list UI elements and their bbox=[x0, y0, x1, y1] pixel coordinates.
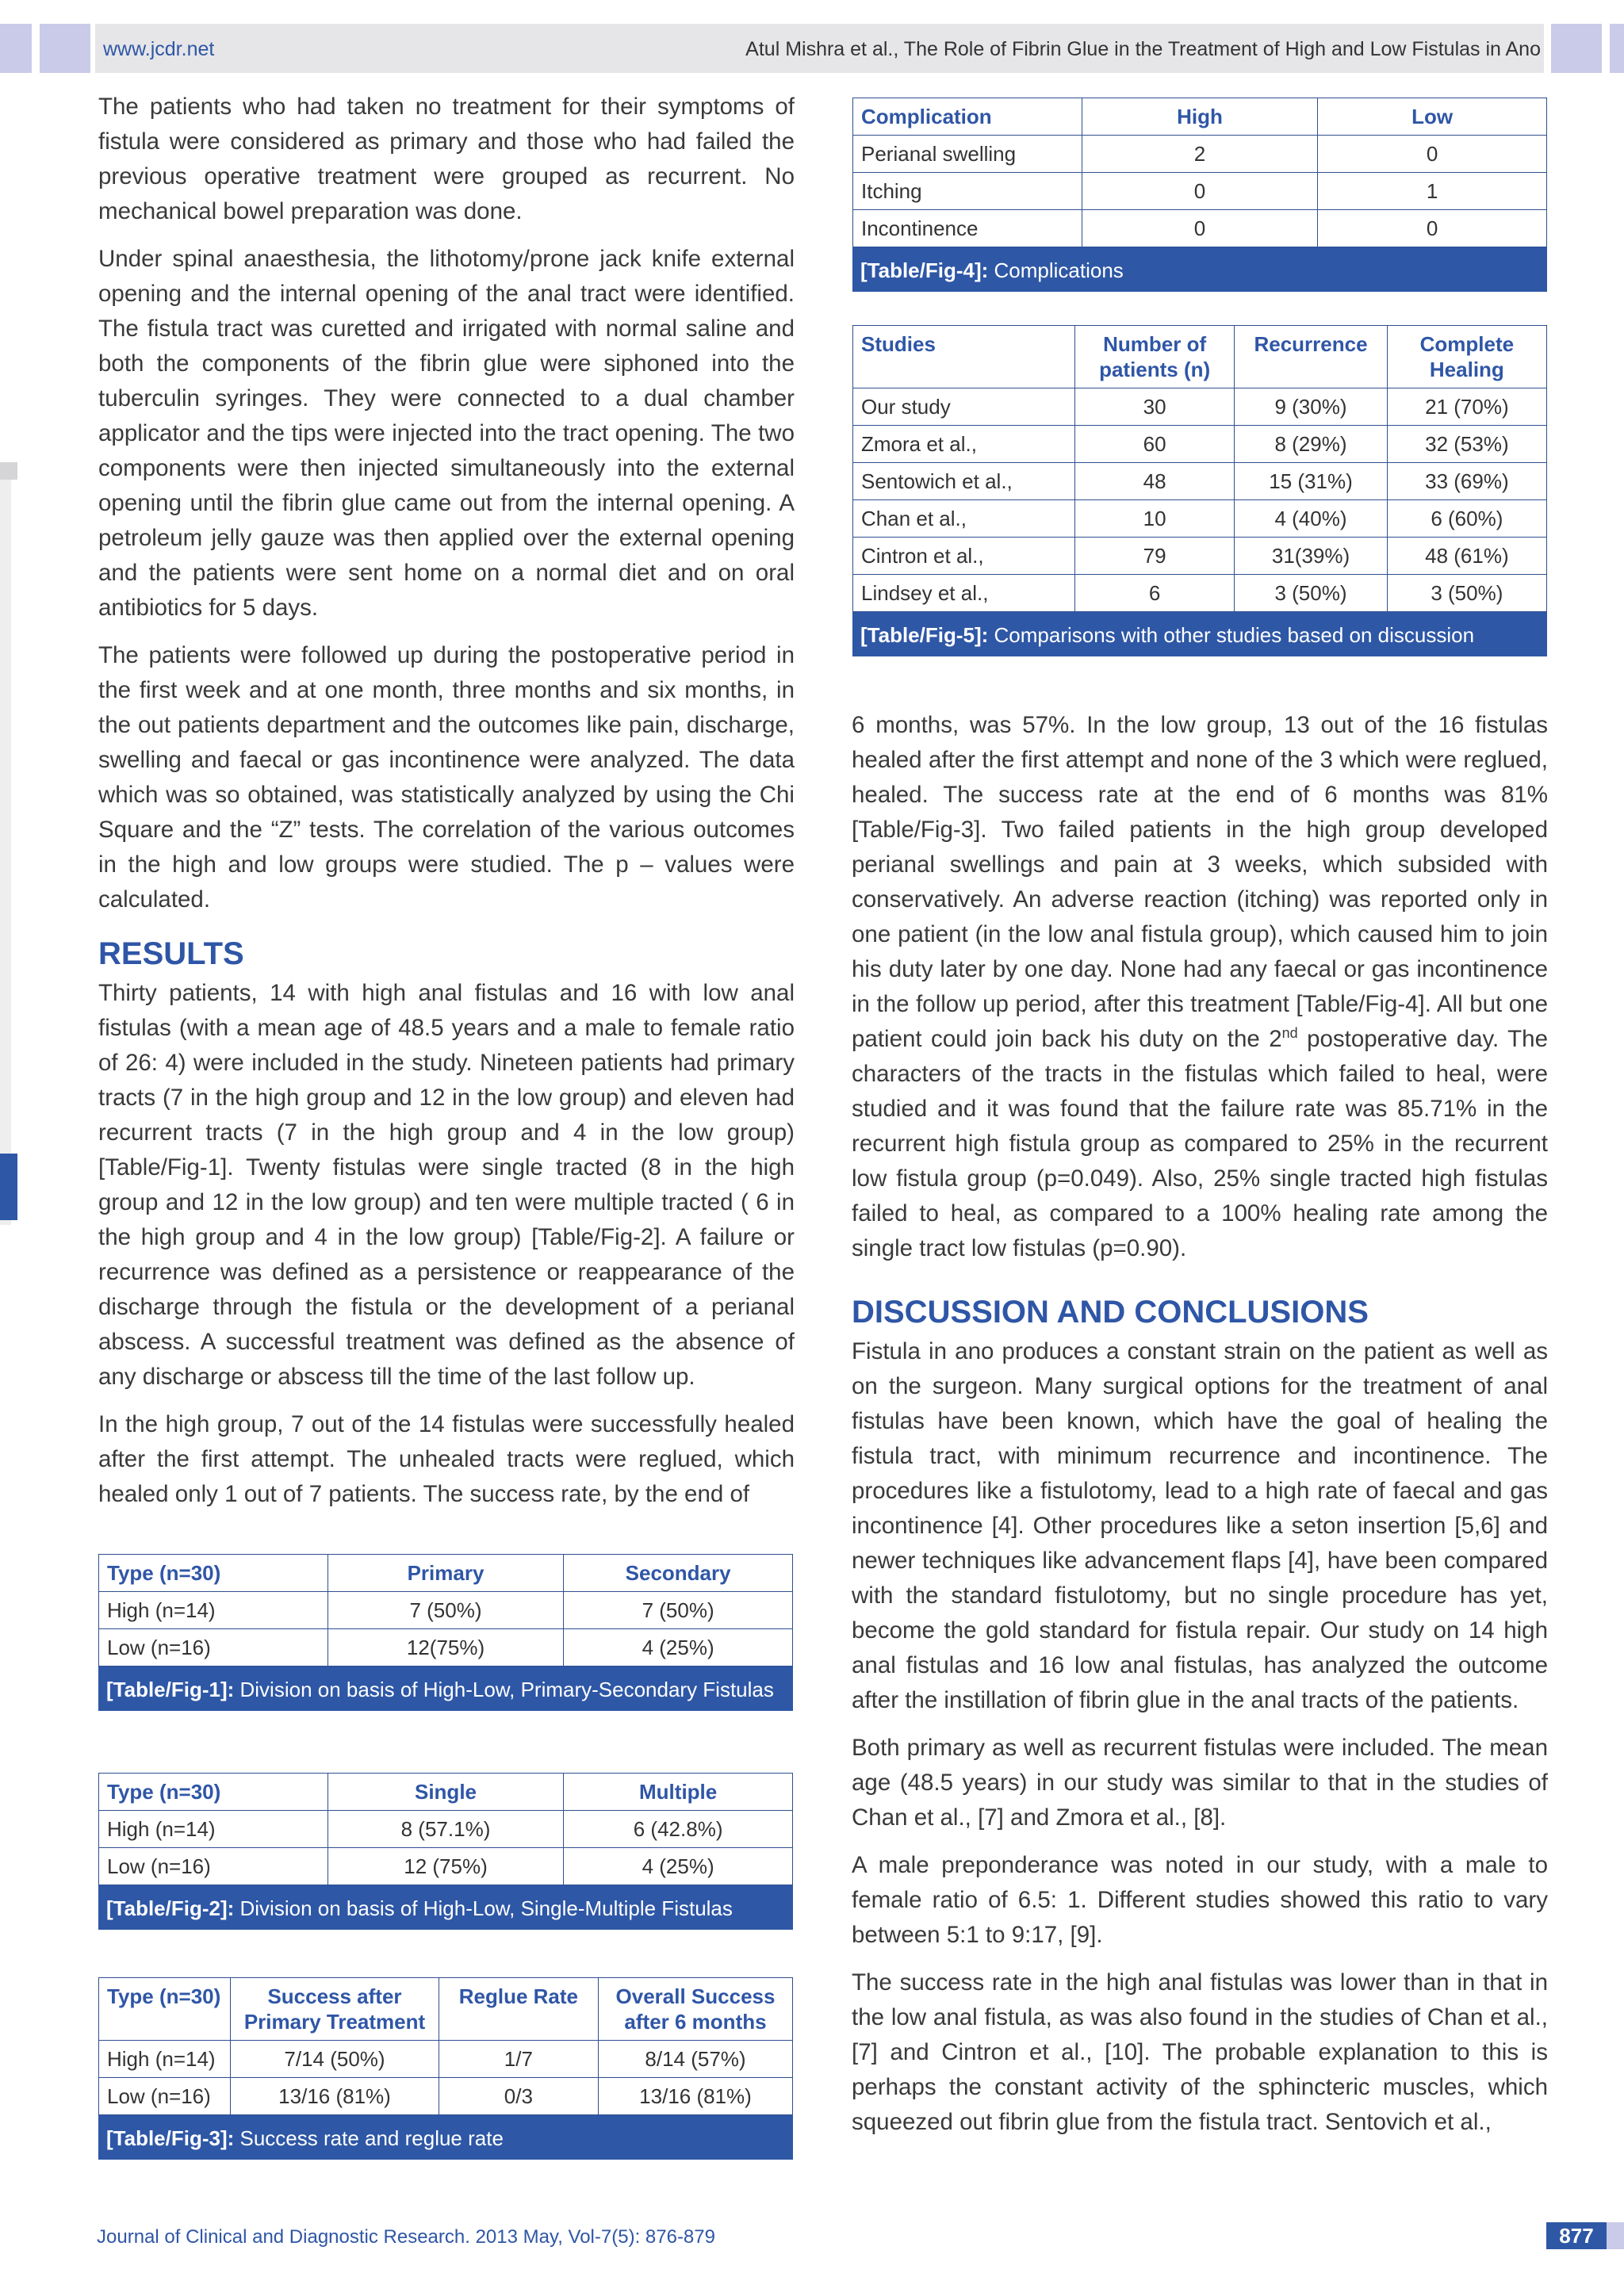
side-marker bbox=[0, 1154, 17, 1220]
table-header: Complication bbox=[853, 98, 1082, 136]
table-cell: 33 (69%) bbox=[1387, 463, 1546, 500]
table-row bbox=[99, 2078, 793, 2115]
table-header: Type (n=30) bbox=[99, 1774, 328, 1811]
table-cell: 0 bbox=[1082, 173, 1318, 210]
caption-text: Division on basis of High-Low, Primary-Secondary Fistulas bbox=[234, 1678, 774, 1701]
table-cell: 6 (60%) bbox=[1387, 500, 1546, 538]
table-cell: Perianal swelling bbox=[853, 136, 1082, 173]
paragraph: The patients who had taken no treatment for their symptoms of fistula were considered as primary and those who had failed the previous operative treatment were grouped as recurrent. No mechanical bowel preparation was done. bbox=[98, 94, 795, 224]
table-cell: 13/16 (81%) bbox=[231, 2078, 439, 2115]
table-header: Studies bbox=[853, 326, 1075, 388]
caption-text: Division on basis of High-Low, Single-Multiple Fistulas bbox=[234, 1896, 733, 1920]
table-fig-3 bbox=[98, 1977, 793, 2160]
table-fig-1 bbox=[98, 1554, 793, 1711]
paragraph: Fistula in ano produces a constant strain on the patient as well as on the surgeon. Many surgical options for the treatment of anal fistulas have been known, which have the goal of healing the fistula tract, with minimum recurrence and incontinence. The procedures like a fistulotomy, lead to a high rate of faecal and gas incontinence [4]. Other procedures like a seton insertion [5,6] and newer techniques like advancement flaps [4], have been compared with the standard fistulotomy, but no single procedure has yet, become the gold standard for fistula repair. Our study on 14 high anal fistulas and 16 low anal fistulas, has analyzed the outcome after the instillation of fibrin glue in the anal tracts of the patients. bbox=[852, 1338, 1548, 1713]
paragraph: The success rate in the high anal fistulas was lower than in that in the low anal fistula, as was also found in the studies of Chan et al., [7] and Cintron et al., [10]. The probable explanation to this is perhaps the constant activity of the sphincteric muscles, which squeezed out fibrin glue from the fistula tract. Sentovich et al., bbox=[852, 1969, 1548, 2135]
table-cell: Zmora et al., bbox=[853, 426, 1075, 463]
table-caption bbox=[98, 2115, 793, 2160]
table-cell: 4 (40%) bbox=[1235, 500, 1388, 538]
table-cell: High (n=14) bbox=[99, 2041, 231, 2078]
table-caption bbox=[98, 1885, 793, 1930]
caption-text: Complications bbox=[988, 258, 1124, 282]
header-decoration-square bbox=[1610, 24, 1624, 73]
table-fig-5 bbox=[852, 325, 1547, 656]
table-cell: 0 bbox=[1082, 210, 1318, 247]
table-cell: Low (n=16) bbox=[99, 2078, 231, 2115]
table-header: Type (n=30) bbox=[99, 1978, 231, 2041]
table-cell: 9 (30%) bbox=[1235, 388, 1388, 426]
table-cell: 8/14 (57%) bbox=[599, 2041, 793, 2078]
table-header: Secondary bbox=[564, 1555, 793, 1592]
paragraph: Both primary as well as recurrent fistulas were included. The mean age (48.5 years) in our study was similar to that in the studies of Chan et al., [7] and Zmora et al., [8]. bbox=[852, 1735, 1548, 1831]
text-run: postoperative day. The characters of the tracts in the fistulas which failed to heal, were studied and it was found that the failure rate was 85.71% in the recurrent high fistula group as compared to 25% in the recurrent low fistula group (p=0.049). Also, 25% single tracted high fistulas failed to heal, as compared to a 100% healing rate among the single tract low fistulas (p=0.90). bbox=[852, 1026, 1548, 1261]
running-title: Atul Mishra et al., The Role of Fibrin Glue in the Treatment of High and Low Fistulas in Ano bbox=[745, 38, 1541, 60]
table-cell: 60 bbox=[1075, 426, 1235, 463]
table-cell: High (n=14) bbox=[99, 1592, 328, 1629]
table-row bbox=[853, 388, 1547, 426]
table-header: Primary bbox=[327, 1555, 564, 1592]
table-row bbox=[853, 136, 1547, 173]
table-cell: Cintron et al., bbox=[853, 538, 1075, 575]
paragraph: The patients were followed up during the postoperative period in the first week and at one month, three months and six months, in the out patients department and the outcomes like pain, discharge, swelling and faecal or gas incontinence were analyzed. The data which was so obtained, was statistically analyzed by using the Chi Square and the “Z” tests. The correlation of the various outcomes in the high and low groups were studied. The p – values were calculated. bbox=[98, 642, 795, 913]
table-cell: 7/14 (50%) bbox=[231, 2041, 439, 2078]
table-cell: 12 (75%) bbox=[327, 1848, 564, 1885]
table-cell: 10 bbox=[1075, 500, 1235, 538]
page-number: 877 bbox=[1546, 2222, 1607, 2249]
caption-label: [Table/Fig-3]: bbox=[106, 2126, 235, 2150]
table-row bbox=[853, 426, 1547, 463]
table-cell: Incontinence bbox=[853, 210, 1082, 247]
side-marker bbox=[0, 462, 17, 480]
header-decoration-square bbox=[40, 24, 90, 73]
table-caption bbox=[852, 247, 1547, 292]
table-fig-2 bbox=[98, 1773, 793, 1930]
caption-text: Comparisons with other studies based on discussion bbox=[988, 623, 1475, 647]
table-header: Number of patients (n) bbox=[1075, 326, 1235, 388]
table-cell: 0/3 bbox=[439, 2078, 598, 2115]
table-cell: 0 bbox=[1318, 136, 1547, 173]
header-decoration-square bbox=[1551, 24, 1602, 73]
table-header: Overall Success after 6 months bbox=[599, 1978, 793, 2041]
journal-url-link[interactable]: www.jcdr.net bbox=[103, 38, 215, 60]
paragraph: In the high group, 7 out of the 14 fistulas were successfully healed after the first attempt. The unhealed tracts were reglued, which healed only 1 out of 7 patients. The success rate, by the end of bbox=[98, 1411, 795, 1507]
table-cell: 1/7 bbox=[439, 2041, 598, 2078]
side-marker bbox=[0, 480, 11, 1225]
table-row bbox=[853, 210, 1547, 247]
table-cell: 3 (50%) bbox=[1235, 575, 1388, 612]
paragraph: Thirty patients, 14 with high anal fistulas and 16 with low anal fistulas (with a mean age of 48.5 years and a male to female ratio of 26: 4) were included in the study. Nineteen patients had primary tracts (7 in the high group and 12 in the low group) and eleven had recurrent tracts (7 in the high group and 4 in the low group) [Table/Fig-1]. Twenty fistulas were single tracted (8 in the high group and 12 in the low group) and ten were multiple tracted ( 6 in the high group and 4 in the low group) [Table/Fig-2]. A failure or recurrence was defined as a persistence or reappearance of the discharge through the fistula or the development of a perianal abscess. A successful treatment was defined as the absence of any discharge or abscess till the time of the last follow up. bbox=[98, 980, 795, 1390]
table-cell: Itching bbox=[853, 173, 1082, 210]
table-cell: Lindsey et al., bbox=[853, 575, 1075, 612]
table-row bbox=[853, 500, 1547, 538]
table-cell: 8 (29%) bbox=[1235, 426, 1388, 463]
table-cell: 30 bbox=[1075, 388, 1235, 426]
table-header: Type (n=30) bbox=[99, 1555, 328, 1592]
paragraph: Under spinal anaesthesia, the lithotomy/prone jack knife external opening and the internal opening of the anal tract were identified. The fistula tract was curetted and irrigated with normal saline and both the components of the fibrin glue were siphoned into the tuberculin syringes. They were connected to a dual chamber applicator and the tips were injected into the tract opening. The two components were then injected simultaneously into the external opening until the fibrin glue came out from the internal opening. A petroleum jelly gauze was then applied over the external opening and the patients were sent home on a normal diet and on oral antibiotics for 5 days. bbox=[98, 246, 795, 621]
table-cell: 79 bbox=[1075, 538, 1235, 575]
paragraph bbox=[852, 708, 1548, 1266]
table-cell: 4 (25%) bbox=[564, 1629, 793, 1667]
table-cell: 8 (57.1%) bbox=[327, 1811, 564, 1848]
table-cell: 6 bbox=[1075, 575, 1235, 612]
caption-label: [Table/Fig-2]: bbox=[106, 1896, 235, 1920]
table-fig-4 bbox=[852, 98, 1547, 292]
header-decoration-square bbox=[0, 24, 32, 73]
caption-label: [Table/Fig-5]: bbox=[860, 623, 989, 647]
superscript: nd bbox=[1281, 1025, 1298, 1042]
table-cell: Our study bbox=[853, 388, 1075, 426]
table-header: Multiple bbox=[564, 1774, 793, 1811]
table-row bbox=[99, 1592, 793, 1629]
table-header: Low bbox=[1318, 98, 1547, 136]
table-cell: High (n=14) bbox=[99, 1811, 328, 1848]
table-cell: 48 (61%) bbox=[1387, 538, 1546, 575]
table-cell: Chan et al., bbox=[853, 500, 1075, 538]
table-cell: 13/16 (81%) bbox=[599, 2078, 793, 2115]
table-row bbox=[853, 463, 1547, 500]
table-cell: 7 (50%) bbox=[327, 1592, 564, 1629]
left-column bbox=[98, 90, 795, 1525]
table-cell: Low (n=16) bbox=[99, 1629, 328, 1667]
right-column bbox=[852, 708, 1548, 2152]
footer-journal-citation: Journal of Clinical and Diagnostic Research. 2013 May, Vol-7(5): 876-879 bbox=[97, 2226, 715, 2248]
table-row bbox=[99, 2041, 793, 2078]
table-header: Complete Healing bbox=[1387, 326, 1546, 388]
table-cell: 15 (31%) bbox=[1235, 463, 1388, 500]
table-cell: 31(39%) bbox=[1235, 538, 1388, 575]
table-cell: 6 (42.8%) bbox=[564, 1811, 793, 1848]
table-cell: 1 bbox=[1318, 173, 1547, 210]
text-run: 6 months, was 57%. In the low group, 13 out of the 16 fistulas healed after the first attempt and none of the 3 which were reglued, healed. The success rate at the end of 6 months was 81% [Table/Fig-3]. Two failed patients in the high group developed perianal swellings and pain at 3 weeks, which subsided with conservatively. An adverse reaction (itching) was reported only in one patient (in the low anal fistula group), which caused him to join his duty later by one day. None had any faecal or gas incontinence in the follow up period, after this treatment [Table/Fig-4]. All but one patient could join back his duty on the 2 bbox=[852, 712, 1548, 1052]
table-cell: 32 (53%) bbox=[1387, 426, 1546, 463]
caption-label: [Table/Fig-4]: bbox=[860, 258, 989, 282]
section-heading-discussion: DISCUSSION AND CONCLUSIONS bbox=[852, 1295, 1369, 1330]
table-cell: 4 (25%) bbox=[564, 1848, 793, 1885]
table-row bbox=[853, 538, 1547, 575]
table-header: Single bbox=[327, 1774, 564, 1811]
section-heading-results: RESULTS bbox=[98, 936, 244, 971]
table-row bbox=[99, 1629, 793, 1667]
table-caption bbox=[98, 1667, 793, 1711]
table-row bbox=[853, 173, 1547, 210]
table-header: Success after Primary Treatment bbox=[231, 1978, 439, 2041]
table-header: Recurrence bbox=[1235, 326, 1388, 388]
table-cell: 2 bbox=[1082, 136, 1318, 173]
table-cell: 3 (50%) bbox=[1387, 575, 1546, 612]
table-header: High bbox=[1082, 98, 1318, 136]
paragraph: A male preponderance was noted in our study, with a male to female ratio of 6.5: 1. Different studies showed this ratio to vary between 5:1 to 9:17, [9]. bbox=[852, 1852, 1548, 1948]
table-cell: Sentowich et al., bbox=[853, 463, 1075, 500]
table-cell: 7 (50%) bbox=[564, 1592, 793, 1629]
table-row bbox=[853, 575, 1547, 612]
footer-decoration bbox=[1607, 2222, 1624, 2249]
table-row bbox=[99, 1848, 793, 1885]
table-cell: 12(75%) bbox=[327, 1629, 564, 1667]
table-caption bbox=[852, 612, 1547, 656]
caption-label: [Table/Fig-1]: bbox=[106, 1678, 235, 1701]
table-cell: 21 (70%) bbox=[1387, 388, 1546, 426]
table-header: Reglue Rate bbox=[439, 1978, 598, 2041]
table-cell: 48 bbox=[1075, 463, 1235, 500]
table-cell: Low (n=16) bbox=[99, 1848, 328, 1885]
table-row bbox=[99, 1811, 793, 1848]
caption-text: Success rate and reglue rate bbox=[234, 2126, 504, 2150]
table-cell: 0 bbox=[1318, 210, 1547, 247]
